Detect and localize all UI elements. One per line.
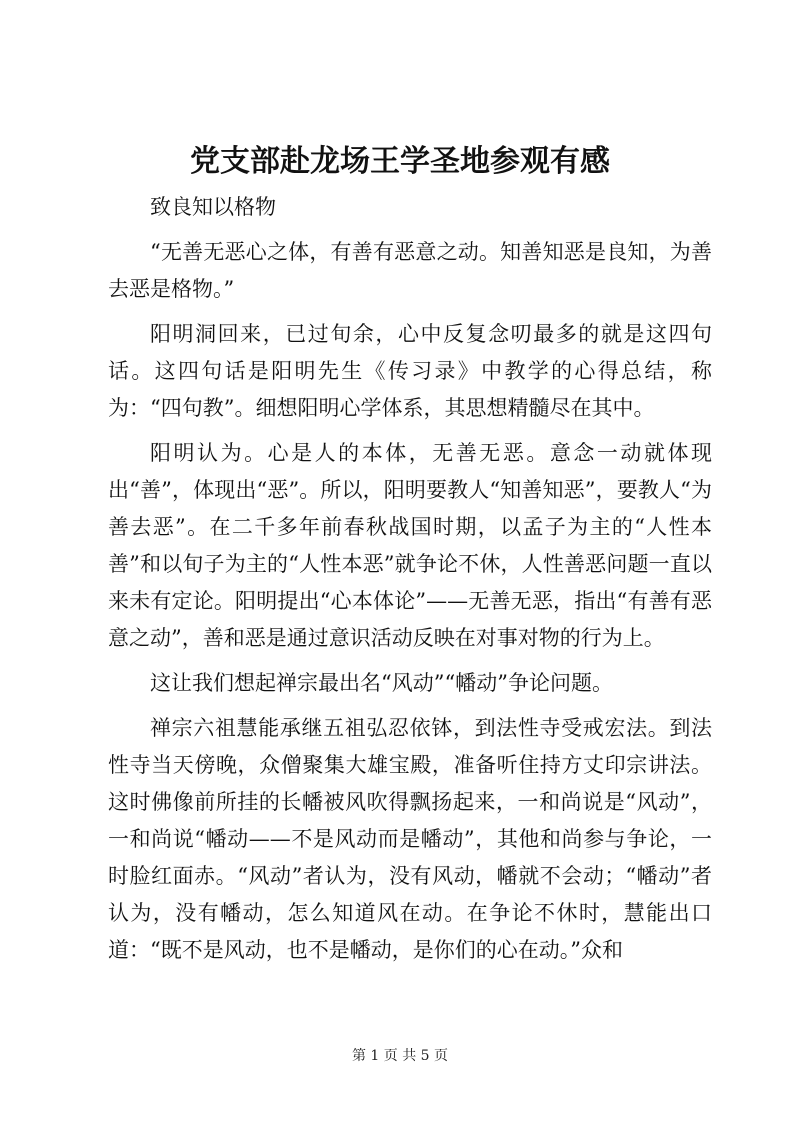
document-title: 党支部赴龙场王学圣地参观有感 xyxy=(190,144,610,179)
paragraph: 阳明认为。心是人的本体，无善无恶。意念一动就体现出“善”，体现出“恶”。所以，阳明要教人“知善知恶”，要教人“为善去恶”。在二千多年前春秋战国时期，以孟子为主的“人性本善”和以旬子为主的“人性本恶”就争论不休，人性善恶问题一直以来未有定论。阳明提出“心本体论”——无善无恶，指出“有善有恶意之动”，善和恶是通过意识活动反映在对事对物的行为上。 xyxy=(108,441,712,650)
paragraph: “无善无恶心之体，有善有恶意之动。知善知恶是良知，为善去恶是格物。” xyxy=(108,240,712,301)
paragraph: 这让我们想起禅宗最出名“风动”“幡动”争论问题。 xyxy=(150,671,613,695)
document-body xyxy=(108,189,712,977)
document-subtitle: 致良知以格物 xyxy=(150,195,276,219)
paragraph: 阳明洞回来，已过旬余，心中反复念叨最多的就是这四句话。这四句话是阳明先生《传习录》中教学的心得总结，称为：“四句教”。细想阳明心学体系，其思想精髓尽在其中。 xyxy=(108,322,712,420)
paragraph: 禅宗六祖慧能承继五祖弘忍依钵，到法性寺受戒宏法。到法性寺当天傍晚，众僧聚集大雄宝殿，准备听住持方丈印宗讲法。这时佛像前所挂的长幡被风吹得飘扬起来，一和尚说是“风动”，一和尚说“幡动——不是风动而是幡动”，其他和尚参与争论，一时脸红面赤。“风动”者认为，没有风动，幡就不会动；“幡动”者认为，没有幡动，怎么知道风在动。在争论不休时，慧能出口道：“既不是风动，也不是幡动，是你们的心在动。”众和 xyxy=(108,716,712,962)
page-number: 第 1 页 共 5 页 xyxy=(351,1048,449,1064)
